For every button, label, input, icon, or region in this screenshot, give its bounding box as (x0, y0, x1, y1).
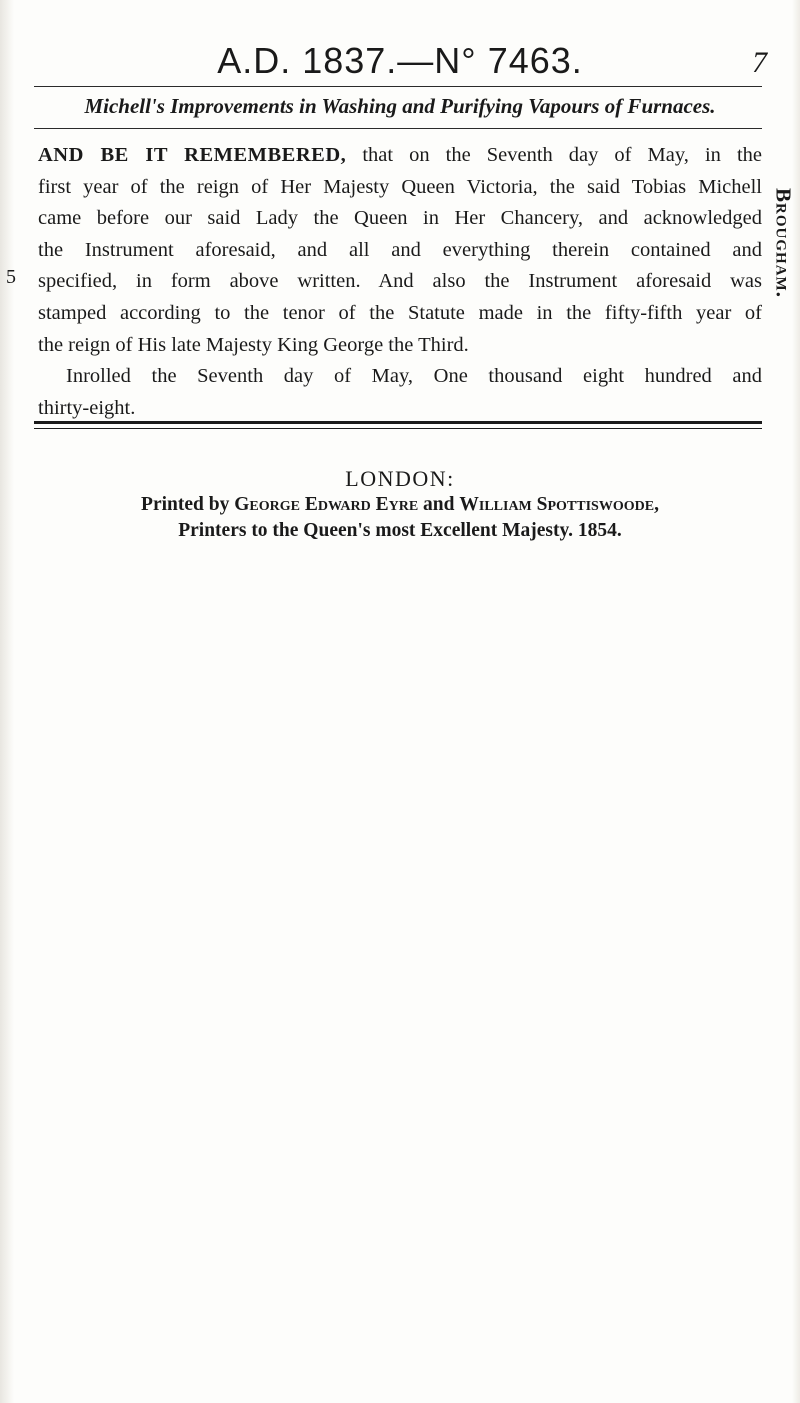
body-line-7: the reign of His late Majesty King George the Third. (38, 333, 469, 356)
body-line-1: AND BE IT REMEMBERED, that on the Seventh day of May, in the (38, 144, 762, 166)
title-rule (34, 128, 762, 129)
marginal-signature (771, 168, 795, 318)
page-number: 7 (752, 46, 767, 79)
side-note-text: Brougham. (771, 188, 796, 298)
body-line-5: specified, in form above written. And also the Instrument aforesaid was (38, 270, 762, 293)
page-edge-left (0, 0, 14, 1403)
imprint-place: LONDON: (345, 466, 455, 491)
body-line-3: came before our said Lady the Queen in Her Chancery, and acknowledged (38, 207, 762, 230)
running-head: A.D. 1837.—N° 7463. (217, 40, 583, 81)
body-line-4: the Instrument aforesaid, and all and everything therein contained and (38, 238, 762, 261)
body-line-2: first year of the reign of Her Majesty Queen Victoria, the said Tobias Michell (38, 175, 762, 198)
printer-name-two: William Spottiswoode, (459, 494, 659, 515)
header-rule (34, 86, 762, 87)
body-line-8: Inrolled the Seventh day of May, One thousand eight hundred and (66, 365, 762, 388)
body-line-6: stamped according to the tenor of the Statute made in the fifty-fifth year of (38, 301, 762, 324)
closing-rule (34, 421, 762, 429)
opening-words: AND BE IT REMEMBERED, (38, 144, 347, 166)
printer-name-one: George Edward Eyre (234, 494, 419, 515)
patent-title: Michell's Improvements in Washing and Purifying Vapours of Furnaces. (84, 94, 716, 118)
margin-line-number: 5 (6, 266, 16, 288)
imprint-printers-title: Printers to the Queen's most Excellent Majesty. 1854. (178, 520, 622, 541)
imprint-printers-names: Printed by George Edward Eyre and William Spottiswoode, (141, 494, 659, 515)
body-line-9: thirty-eight. (38, 396, 136, 419)
imprint-year: 1854. (577, 520, 622, 541)
enrolment-text (38, 140, 762, 424)
